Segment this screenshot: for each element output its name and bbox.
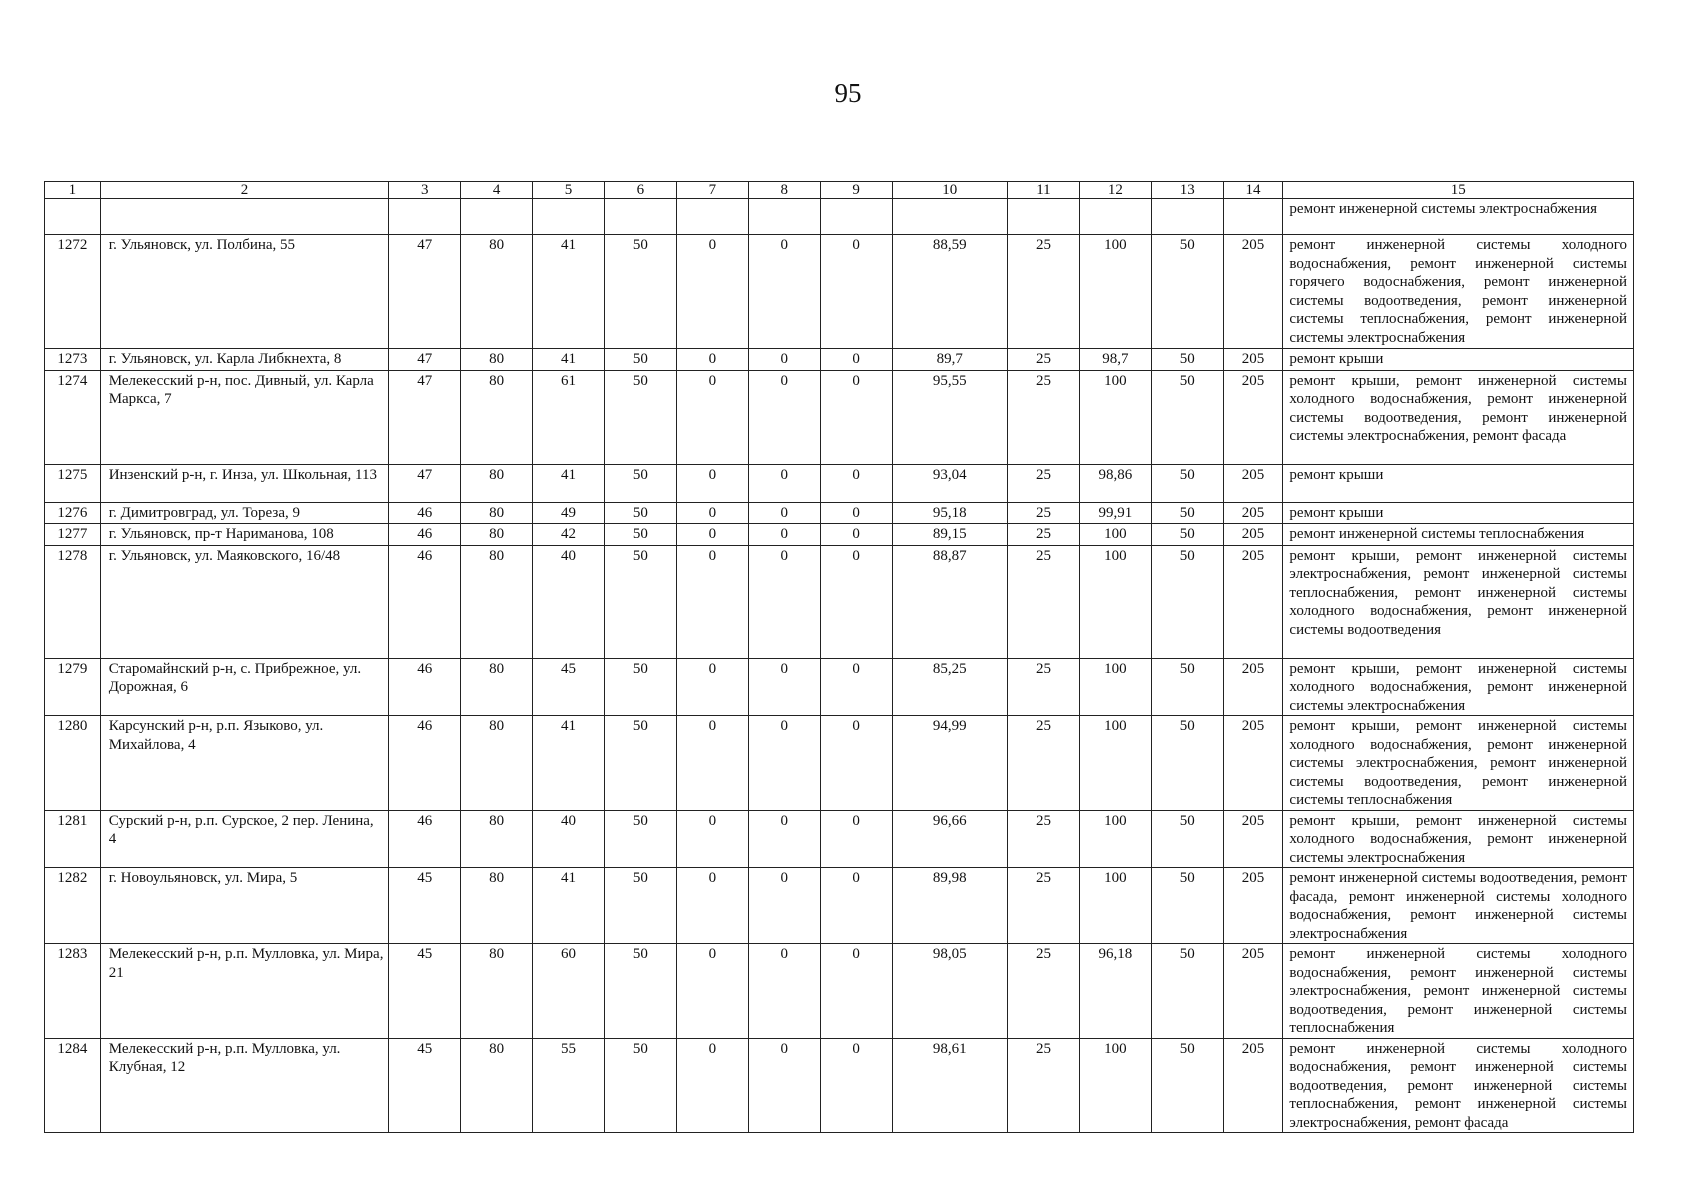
col-9 — [820, 199, 892, 235]
col-13: 50 — [1151, 545, 1223, 658]
column-number-row — [45, 182, 1634, 199]
row-id: 1274 — [45, 370, 101, 464]
col-12: 100 — [1079, 1038, 1151, 1133]
col-7: 0 — [676, 502, 748, 524]
col-4: 80 — [461, 370, 533, 464]
table-row — [45, 199, 1634, 235]
work-description: ремонт крыши — [1283, 502, 1634, 524]
address: Мелекесский р-н, пос. Дивный, ул. Карла Маркса, 7 — [100, 370, 389, 464]
col-9: 0 — [820, 545, 892, 658]
col-5: 61 — [533, 370, 605, 464]
work-description: ремонт инженерной системы водоотведения, ремонт фасада, ремонт инженерной системы холодного водоснабжения, ремонт инженерной системы электроснабжения — [1283, 868, 1634, 944]
row-id: 1281 — [45, 810, 101, 868]
col-8: 0 — [748, 716, 820, 811]
address: Старомайнский р-н, с. Прибрежное, ул. Дорожная, 6 — [100, 658, 389, 716]
col-5: 40 — [533, 810, 605, 868]
col-8: 0 — [748, 464, 820, 502]
col-3: 45 — [389, 868, 461, 944]
address: г. Ульяновск, ул. Маяковского, 16/48 — [100, 545, 389, 658]
row-id: 1283 — [45, 944, 101, 1039]
address: Сурский р-н, р.п. Сурское, 2 пер. Ленина, 4 — [100, 810, 389, 868]
col-12: 100 — [1079, 658, 1151, 716]
col-9: 0 — [820, 868, 892, 944]
col-7: 0 — [676, 868, 748, 944]
col-12: 100 — [1079, 235, 1151, 349]
work-description: ремонт инженерной системы холодного водоснабжения, ремонт инженерной системы горячего водоснабжения, ремонт инженерной системы водоотведения, ремонт инженерной системы теплоснабжения, ремонт инженерной системы электроснабжения — [1283, 235, 1634, 349]
row-id: 1279 — [45, 658, 101, 716]
table-row — [45, 1038, 1634, 1133]
col-5: 55 — [533, 1038, 605, 1133]
col-13: 50 — [1151, 1038, 1223, 1133]
col-11: 25 — [1008, 810, 1080, 868]
col-8 — [748, 199, 820, 235]
col-6: 50 — [604, 524, 676, 546]
col-11: 25 — [1008, 545, 1080, 658]
col-11: 25 — [1008, 658, 1080, 716]
work-description: ремонт крыши, ремонт инженерной системы электроснабжения, ремонт инженерной системы теплоснабжения, ремонт инженерной системы холодного водоснабжения, ремонт инженерной системы водоотведения — [1283, 545, 1634, 658]
row-id: 1275 — [45, 464, 101, 502]
col-14: 205 — [1223, 502, 1283, 524]
col-10: 98,05 — [892, 944, 1007, 1039]
col-6: 50 — [604, 545, 676, 658]
col-14: 205 — [1223, 658, 1283, 716]
col-9: 0 — [820, 716, 892, 811]
table-row — [45, 944, 1634, 1039]
col-13: 50 — [1151, 370, 1223, 464]
work-description: ремонт крыши, ремонт инженерной системы холодного водоснабжения, ремонт инженерной системы электроснабжения — [1283, 810, 1634, 868]
col-7: 0 — [676, 370, 748, 464]
col-3: 46 — [389, 716, 461, 811]
col-5: 41 — [533, 868, 605, 944]
column-number-6: 6 — [604, 182, 676, 199]
col-5: 40 — [533, 545, 605, 658]
column-number-4: 4 — [461, 182, 533, 199]
col-4: 80 — [461, 868, 533, 944]
col-9: 0 — [820, 235, 892, 349]
table-row — [45, 868, 1634, 944]
col-13: 50 — [1151, 810, 1223, 868]
col-11: 25 — [1008, 716, 1080, 811]
col-8: 0 — [748, 349, 820, 371]
address: Карсунский р-н, р.п. Языково, ул. Михайлова, 4 — [100, 716, 389, 811]
table-row — [45, 349, 1634, 371]
col-8: 0 — [748, 524, 820, 546]
table-row — [45, 658, 1634, 716]
col-9: 0 — [820, 944, 892, 1039]
col-8: 0 — [748, 944, 820, 1039]
col-8: 0 — [748, 1038, 820, 1133]
address: г. Новоульяновск, ул. Мира, 5 — [100, 868, 389, 944]
col-14: 205 — [1223, 810, 1283, 868]
work-description: ремонт инженерной системы электроснабжения — [1283, 199, 1634, 235]
col-13: 50 — [1151, 235, 1223, 349]
column-number-12: 12 — [1079, 182, 1151, 199]
row-id: 1272 — [45, 235, 101, 349]
col-14: 205 — [1223, 464, 1283, 502]
col-9: 0 — [820, 658, 892, 716]
work-description: ремонт инженерной системы холодного водоснабжения, ремонт инженерной системы электроснабжения, ремонт инженерной системы водоотведения, ремонт инженерной системы теплоснабжения — [1283, 944, 1634, 1039]
col-10: 85,25 — [892, 658, 1007, 716]
col-5: 45 — [533, 658, 605, 716]
col-6 — [604, 199, 676, 235]
col-10: 93,04 — [892, 464, 1007, 502]
page-number: 95 — [834, 78, 862, 108]
col-5: 60 — [533, 944, 605, 1039]
col-6: 50 — [604, 502, 676, 524]
address: Мелекесский р-н, р.п. Мулловка, ул. Клубная, 12 — [100, 1038, 389, 1133]
col-8: 0 — [748, 370, 820, 464]
col-4: 80 — [461, 545, 533, 658]
col-8: 0 — [748, 810, 820, 868]
col-4: 80 — [461, 944, 533, 1039]
table-row — [45, 716, 1634, 811]
col-8: 0 — [748, 658, 820, 716]
col-3: 46 — [389, 658, 461, 716]
col-10: 89,7 — [892, 349, 1007, 371]
column-number-3: 3 — [389, 182, 461, 199]
col-7: 0 — [676, 545, 748, 658]
col-12: 100 — [1079, 545, 1151, 658]
col-11: 25 — [1008, 524, 1080, 546]
col-4: 80 — [461, 716, 533, 811]
col-8: 0 — [748, 545, 820, 658]
col-4 — [461, 199, 533, 235]
col-3: 46 — [389, 524, 461, 546]
col-11: 25 — [1008, 349, 1080, 371]
col-11: 25 — [1008, 235, 1080, 349]
col-13: 50 — [1151, 349, 1223, 371]
col-7: 0 — [676, 944, 748, 1039]
col-13: 50 — [1151, 524, 1223, 546]
col-13: 50 — [1151, 944, 1223, 1039]
col-14: 205 — [1223, 370, 1283, 464]
col-12: 100 — [1079, 524, 1151, 546]
col-10: 95,55 — [892, 370, 1007, 464]
col-6: 50 — [604, 716, 676, 811]
column-number-15: 15 — [1283, 182, 1634, 199]
col-10 — [892, 199, 1007, 235]
column-number-8: 8 — [748, 182, 820, 199]
col-4: 80 — [461, 464, 533, 502]
col-8: 0 — [748, 502, 820, 524]
column-number-10: 10 — [892, 182, 1007, 199]
col-10: 95,18 — [892, 502, 1007, 524]
col-6: 50 — [604, 944, 676, 1039]
row-id: 1276 — [45, 502, 101, 524]
col-10: 98,61 — [892, 1038, 1007, 1133]
col-5: 41 — [533, 349, 605, 371]
col-11: 25 — [1008, 868, 1080, 944]
col-10: 89,98 — [892, 868, 1007, 944]
col-12: 100 — [1079, 370, 1151, 464]
col-9: 0 — [820, 464, 892, 502]
repair-program-table — [44, 181, 1634, 1133]
col-9: 0 — [820, 524, 892, 546]
col-14 — [1223, 199, 1283, 235]
col-6: 50 — [604, 349, 676, 371]
col-14: 205 — [1223, 944, 1283, 1039]
col-12 — [1079, 199, 1151, 235]
col-3: 46 — [389, 502, 461, 524]
address — [100, 199, 389, 235]
col-13: 50 — [1151, 716, 1223, 811]
work-description: ремонт крыши, ремонт инженерной системы холодного водоснабжения, ремонт инженерной системы электроснабжения, ремонт инженерной системы водоотведения, ремонт инженерной системы теплоснабжения — [1283, 716, 1634, 811]
col-9: 0 — [820, 1038, 892, 1133]
col-6: 50 — [604, 1038, 676, 1133]
col-9: 0 — [820, 349, 892, 371]
row-id — [45, 199, 101, 235]
col-3: 45 — [389, 944, 461, 1039]
col-10: 96,66 — [892, 810, 1007, 868]
col-10: 88,59 — [892, 235, 1007, 349]
col-11: 25 — [1008, 944, 1080, 1039]
column-number-7: 7 — [676, 182, 748, 199]
col-8: 0 — [748, 868, 820, 944]
col-3: 47 — [389, 235, 461, 349]
col-11 — [1008, 199, 1080, 235]
col-9: 0 — [820, 370, 892, 464]
column-number-5: 5 — [533, 182, 605, 199]
col-4: 80 — [461, 810, 533, 868]
address: Инзенский р-н, г. Инза, ул. Школьная, 113 — [100, 464, 389, 502]
col-4: 80 — [461, 502, 533, 524]
table-row — [45, 464, 1634, 502]
col-12: 100 — [1079, 810, 1151, 868]
col-6: 50 — [604, 464, 676, 502]
col-5: 41 — [533, 716, 605, 811]
col-7 — [676, 199, 748, 235]
col-4: 80 — [461, 349, 533, 371]
col-12: 98,7 — [1079, 349, 1151, 371]
col-3: 46 — [389, 810, 461, 868]
col-8: 0 — [748, 235, 820, 349]
col-5 — [533, 199, 605, 235]
col-6: 50 — [604, 235, 676, 349]
col-13: 50 — [1151, 464, 1223, 502]
column-number-11: 11 — [1008, 182, 1080, 199]
col-7: 0 — [676, 235, 748, 349]
col-5: 49 — [533, 502, 605, 524]
column-number-2: 2 — [100, 182, 389, 199]
col-7: 0 — [676, 524, 748, 546]
work-description: ремонт инженерной системы холодного водоснабжения, ремонт инженерной системы водоотведения, ремонт инженерной системы теплоснабжения, ремонт инженерной системы электроснабжения, ремонт фасада — [1283, 1038, 1634, 1133]
col-3 — [389, 199, 461, 235]
col-13 — [1151, 199, 1223, 235]
table-row — [45, 545, 1634, 658]
col-3: 47 — [389, 370, 461, 464]
col-3: 45 — [389, 1038, 461, 1133]
col-10: 94,99 — [892, 716, 1007, 811]
table-row — [45, 502, 1634, 524]
col-14: 205 — [1223, 716, 1283, 811]
address: г. Ульяновск, ул. Полбина, 55 — [100, 235, 389, 349]
col-7: 0 — [676, 658, 748, 716]
work-description: ремонт крыши, ремонт инженерной системы холодного водоснабжения, ремонт инженерной системы водоотведения, ремонт инженерной системы электроснабжения, ремонт фасада — [1283, 370, 1634, 464]
column-number-1: 1 — [45, 182, 101, 199]
address: г. Димитровград, ул. Тореза, 9 — [100, 502, 389, 524]
col-10: 88,87 — [892, 545, 1007, 658]
table-row — [45, 810, 1634, 868]
col-6: 50 — [604, 370, 676, 464]
col-7: 0 — [676, 716, 748, 811]
row-id: 1282 — [45, 868, 101, 944]
col-9: 0 — [820, 502, 892, 524]
col-12: 99,91 — [1079, 502, 1151, 524]
col-5: 41 — [533, 464, 605, 502]
col-12: 100 — [1079, 868, 1151, 944]
col-13: 50 — [1151, 658, 1223, 716]
address: Мелекесский р-н, р.п. Мулловка, ул. Мира, 21 — [100, 944, 389, 1039]
col-7: 0 — [676, 464, 748, 502]
col-11: 25 — [1008, 502, 1080, 524]
col-3: 47 — [389, 349, 461, 371]
col-6: 50 — [604, 658, 676, 716]
table-row — [45, 370, 1634, 464]
col-14: 205 — [1223, 545, 1283, 658]
col-9: 0 — [820, 810, 892, 868]
col-6: 50 — [604, 810, 676, 868]
col-13: 50 — [1151, 502, 1223, 524]
row-id: 1277 — [45, 524, 101, 546]
column-number-13: 13 — [1151, 182, 1223, 199]
col-14: 205 — [1223, 349, 1283, 371]
row-id: 1284 — [45, 1038, 101, 1133]
address: г. Ульяновск, ул. Карла Либкнехта, 8 — [100, 349, 389, 371]
col-14: 205 — [1223, 1038, 1283, 1133]
col-7: 0 — [676, 810, 748, 868]
col-3: 46 — [389, 545, 461, 658]
table-row — [45, 524, 1634, 546]
col-4: 80 — [461, 1038, 533, 1133]
col-12: 98,86 — [1079, 464, 1151, 502]
col-14: 205 — [1223, 524, 1283, 546]
column-number-14: 14 — [1223, 182, 1283, 199]
col-11: 25 — [1008, 370, 1080, 464]
col-3: 47 — [389, 464, 461, 502]
col-11: 25 — [1008, 1038, 1080, 1133]
work-description: ремонт крыши, ремонт инженерной системы холодного водоснабжения, ремонт инженерной системы электроснабжения — [1283, 658, 1634, 716]
row-id: 1278 — [45, 545, 101, 658]
col-14: 205 — [1223, 235, 1283, 349]
work-description: ремонт крыши — [1283, 349, 1634, 371]
col-12: 96,18 — [1079, 944, 1151, 1039]
work-description: ремонт крыши — [1283, 464, 1634, 502]
col-5: 42 — [533, 524, 605, 546]
work-description: ремонт инженерной системы теплоснабжения — [1283, 524, 1634, 546]
row-id: 1280 — [45, 716, 101, 811]
col-14: 205 — [1223, 868, 1283, 944]
col-7: 0 — [676, 1038, 748, 1133]
col-11: 25 — [1008, 464, 1080, 502]
col-4: 80 — [461, 235, 533, 349]
address: г. Ульяновск, пр-т Нариманова, 108 — [100, 524, 389, 546]
table-row — [45, 235, 1634, 349]
column-number-9: 9 — [820, 182, 892, 199]
col-4: 80 — [461, 524, 533, 546]
col-13: 50 — [1151, 868, 1223, 944]
col-4: 80 — [461, 658, 533, 716]
col-12: 100 — [1079, 716, 1151, 811]
col-5: 41 — [533, 235, 605, 349]
row-id: 1273 — [45, 349, 101, 371]
col-6: 50 — [604, 868, 676, 944]
col-7: 0 — [676, 349, 748, 371]
col-10: 89,15 — [892, 524, 1007, 546]
